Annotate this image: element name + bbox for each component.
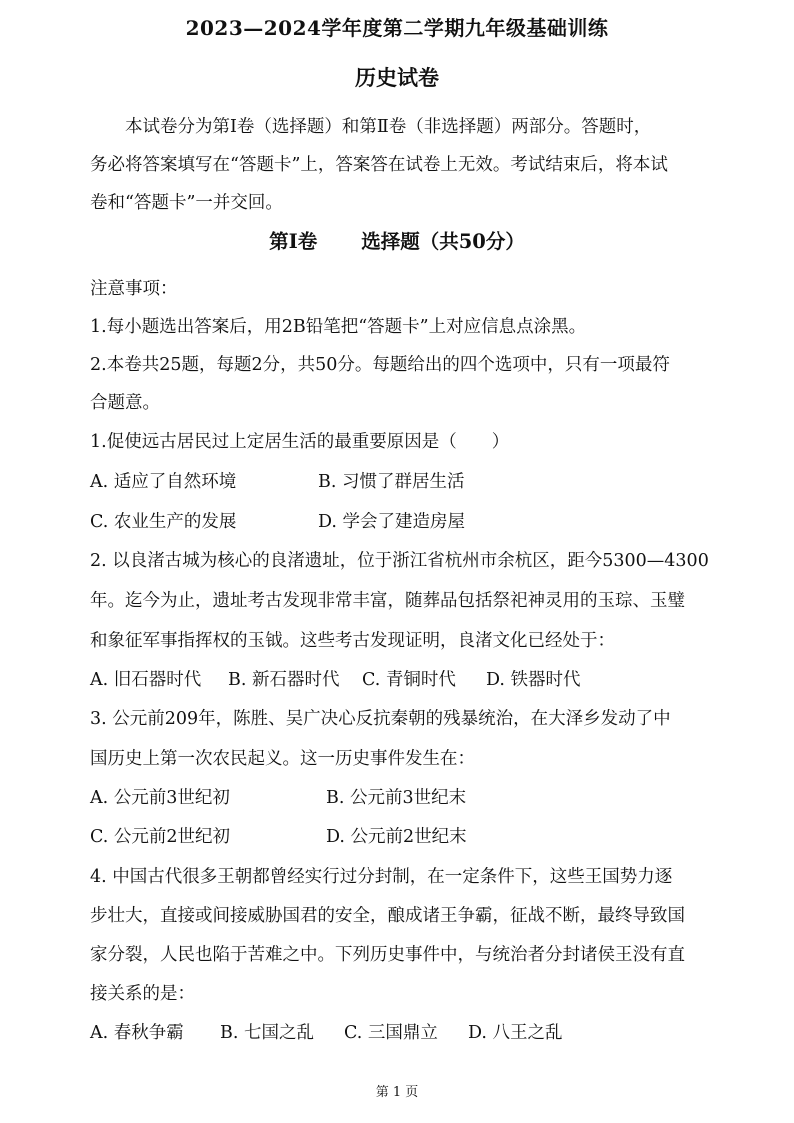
- question-4-option-c: C. 三国鼎立: [344, 1023, 438, 1043]
- section-heading: [0, 226, 794, 254]
- exam-subject: 历史试卷: [355, 65, 439, 90]
- note-item: 1.每小题选出答案后，用2B铅笔把“答题卡”上对应信息点涂黑。: [90, 317, 587, 337]
- question-2-stem: 2. 以良渚古城为核心的良渚遗址，位于浙江省杭州市余杭区，距今5300—4300: [90, 551, 709, 571]
- question-2-option-c: C. 青铜时代: [362, 670, 456, 690]
- question-1-stem: 1.促使远古居民过上定居生活的最重要原因是（ ）: [90, 432, 510, 452]
- question-1-option-d: D. 学会了建造房屋: [318, 512, 466, 532]
- exam-instructions: [90, 108, 695, 222]
- page-number: 第 1 页: [375, 1085, 419, 1100]
- question-1-option-c: C. 农业生产的发展: [90, 512, 237, 532]
- question-1-option-a: A. 适应了自然环境: [90, 472, 237, 492]
- question-4-stem: 接关系的是：: [90, 984, 195, 1004]
- question-3-option-d: D. 公元前2世纪末: [326, 827, 467, 847]
- question-4-stem: 家分裂，人民也陷于苦难之中。下列历史事件中，与统治者分封诸侯王没有直: [90, 945, 685, 965]
- question-2-stem: 年。迄今为止，遗址考古发现非常丰富，随葬品包括祭祀神灵用的玉琮、玉璧: [90, 591, 685, 611]
- question-4-option-a: A. 春秋争霸: [90, 1023, 184, 1043]
- notes-heading: 注意事项：: [90, 279, 178, 299]
- section-part: 第Ⅰ卷: [269, 230, 318, 253]
- question-2-option-b: B. 新石器时代: [228, 670, 340, 690]
- section-name: 选择题（共50分）: [361, 230, 525, 253]
- question-2-option-a: A. 旧石器时代: [90, 670, 202, 690]
- question-3-stem: 3. 公元前209年，陈胜、吴广决心反抗秦朝的残暴统治，在大泽乡发动了中: [90, 709, 671, 729]
- question-3-option-b: B. 公元前3世纪末: [326, 788, 467, 808]
- question-3-option-c: C. 公元前2世纪初: [90, 827, 231, 847]
- question-4-option-b: B. 七国之乱: [220, 1023, 314, 1043]
- question-4-stem: 步壮大，直接或间接威胁国君的安全，酿成诸王争霸，征战不断，最终导致国: [90, 906, 685, 926]
- question-4-option-d: D. 八王之乱: [468, 1023, 563, 1043]
- question-3-option-a: A. 公元前3世纪初: [90, 788, 230, 808]
- question-2-stem: 和象征军事指挥权的玉钺。这些考古发现证明，良渚文化已经处于：: [90, 631, 615, 651]
- question-1-option-b: B. 习惯了群居生活: [318, 472, 465, 492]
- instructions-line: 本试卷分为第Ⅰ卷（选择题）和第Ⅱ卷（非选择题）两部分。答题时，: [125, 117, 652, 137]
- instructions-line: 务必将答案填写在“答题卡”上，答案答在试卷上无效。考试结束后，将本试: [90, 155, 668, 175]
- note-item: 合题意。: [90, 393, 160, 413]
- exam-title: 2023—2024学年度第二学期九年级基础训练: [185, 16, 609, 40]
- question-4-stem: 4. 中国古代很多王朝都曾经实行过分封制，在一定条件下，这些王国势力逐: [90, 867, 673, 887]
- question-2-option-d: D. 铁器时代: [486, 670, 581, 690]
- instructions-line: 卷和“答题卡”一并交回。: [90, 193, 283, 213]
- question-3-stem: 国历史上第一次农民起义。这一历史事件发生在：: [90, 749, 475, 769]
- note-item: 2.本卷共25题，每题2分，共50分。每题给出的四个选项中，只有一项最符: [90, 355, 670, 375]
